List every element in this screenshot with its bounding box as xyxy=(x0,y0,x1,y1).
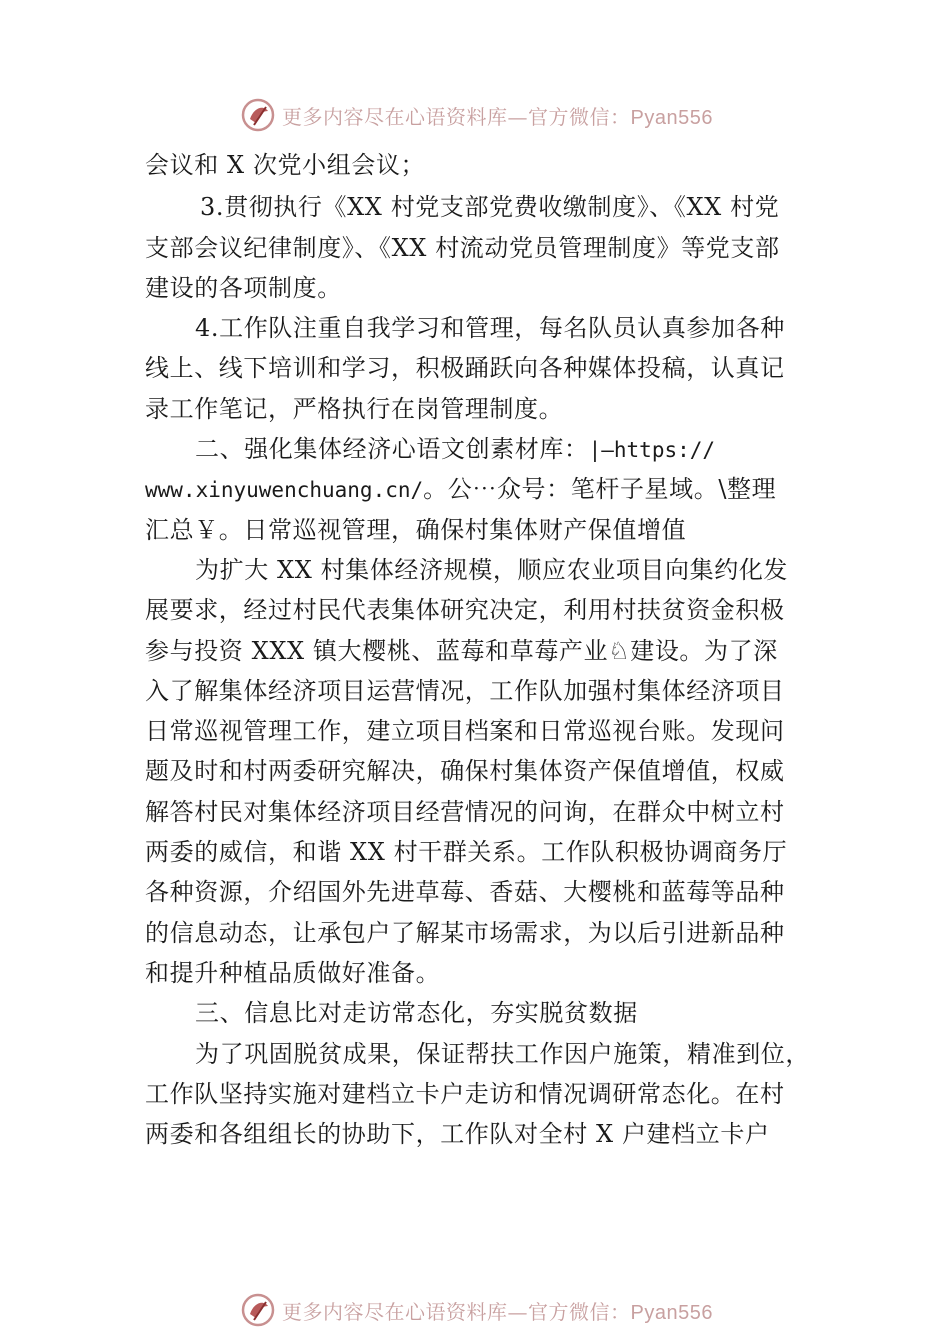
text-line: 两委的威信，和谐 XX 村干群关系。工作队积极协调商务厅 xyxy=(145,838,788,867)
footer-watermark xyxy=(240,1290,713,1330)
list-item-4: 4.工作队注重自我学习和管理，每名队员认真参加各种 xyxy=(195,314,785,343)
text-line: 日常巡视管理工作，建立项目档案和日常巡视台账。发现问 xyxy=(145,717,785,746)
text-line: 参与投资 XXX 镇大樱桃、蓝莓和草莓产业♘建设。为了深 xyxy=(145,636,778,665)
text-line: 线上、线下培训和学习，积极踊跃向各种媒体投稿，认真记 xyxy=(145,354,785,383)
paragraph-start: 为了巩固脱贫成果，保证帮扶工作因户施策，精准到位， xyxy=(195,1039,810,1068)
text-line: 题及时和村两委研究解决，确保村集体资产保值增值，权威 xyxy=(145,757,785,786)
text-line: 和提升种植品质做好准备。 xyxy=(145,958,441,987)
brand-logo-icon xyxy=(240,97,276,133)
text-line: 展要求，经过村民代表集体研究决定，利用村扶贫资金积极 xyxy=(145,596,785,625)
text-line: 建设的各项制度。 xyxy=(145,273,342,302)
text-line: 入了解集体经济项目运营情况，工作队加强村集体经济项目 xyxy=(145,676,785,705)
watermark-text: 更多内容尽在心语资料库—官方微信：Pyan556 xyxy=(282,1299,713,1324)
text-line: 支部会议纪律制度》、《XX 村流动党员管理制度》等党支部 xyxy=(145,233,780,262)
section-heading-3: 三、信息比对走访常态化，夯实脱贫数据 xyxy=(195,999,638,1028)
brand-logo-icon xyxy=(240,1292,276,1328)
text-line: 汇总￥。日常巡视管理，确保村集体财产保值增值 xyxy=(145,515,687,544)
text-line: 两委和各组组长的协助下，工作队对全村 X 户建档立卡户 xyxy=(145,1120,770,1149)
text-line: 会议和 X 次党小组会议； xyxy=(145,151,426,179)
watermark-text: 更多内容尽在心语资料库—官方微信：Pyan556 xyxy=(282,104,713,129)
header-watermark xyxy=(240,95,713,135)
text-line: 录工作笔记，严格执行在岗管理制度。 xyxy=(145,394,564,423)
text-line: www.xinyuwenchuang.cn/。公⋯众号：笔杆子星域。\整理 xyxy=(145,475,777,504)
section-heading-2: 二、强化集体经济心语文创素材库：|—https:// xyxy=(195,435,716,464)
text-line: 各种资源，介绍国外先进草莓、香菇、大樱桃和蓝莓等品种 xyxy=(145,878,785,907)
list-item-3: 3.贯彻执行《XX 村党支部党费收缴制度》、《XX 村党 xyxy=(200,193,780,222)
paragraph-start: 为扩大 XX 村集体经济规模，顺应农业项目向集约化发 xyxy=(195,555,789,584)
text-line: 工作队坚持实施对建档立卡户走访和情况调研常态化。在村 xyxy=(145,1079,785,1108)
text-line: 的信息动态，让承包户了解某市场需求，为以后引进新品种 xyxy=(145,918,785,947)
document-body xyxy=(145,145,810,1154)
text-line: 解答村民对集体经济项目经营情况的问询，在群众中树立村 xyxy=(145,797,785,826)
